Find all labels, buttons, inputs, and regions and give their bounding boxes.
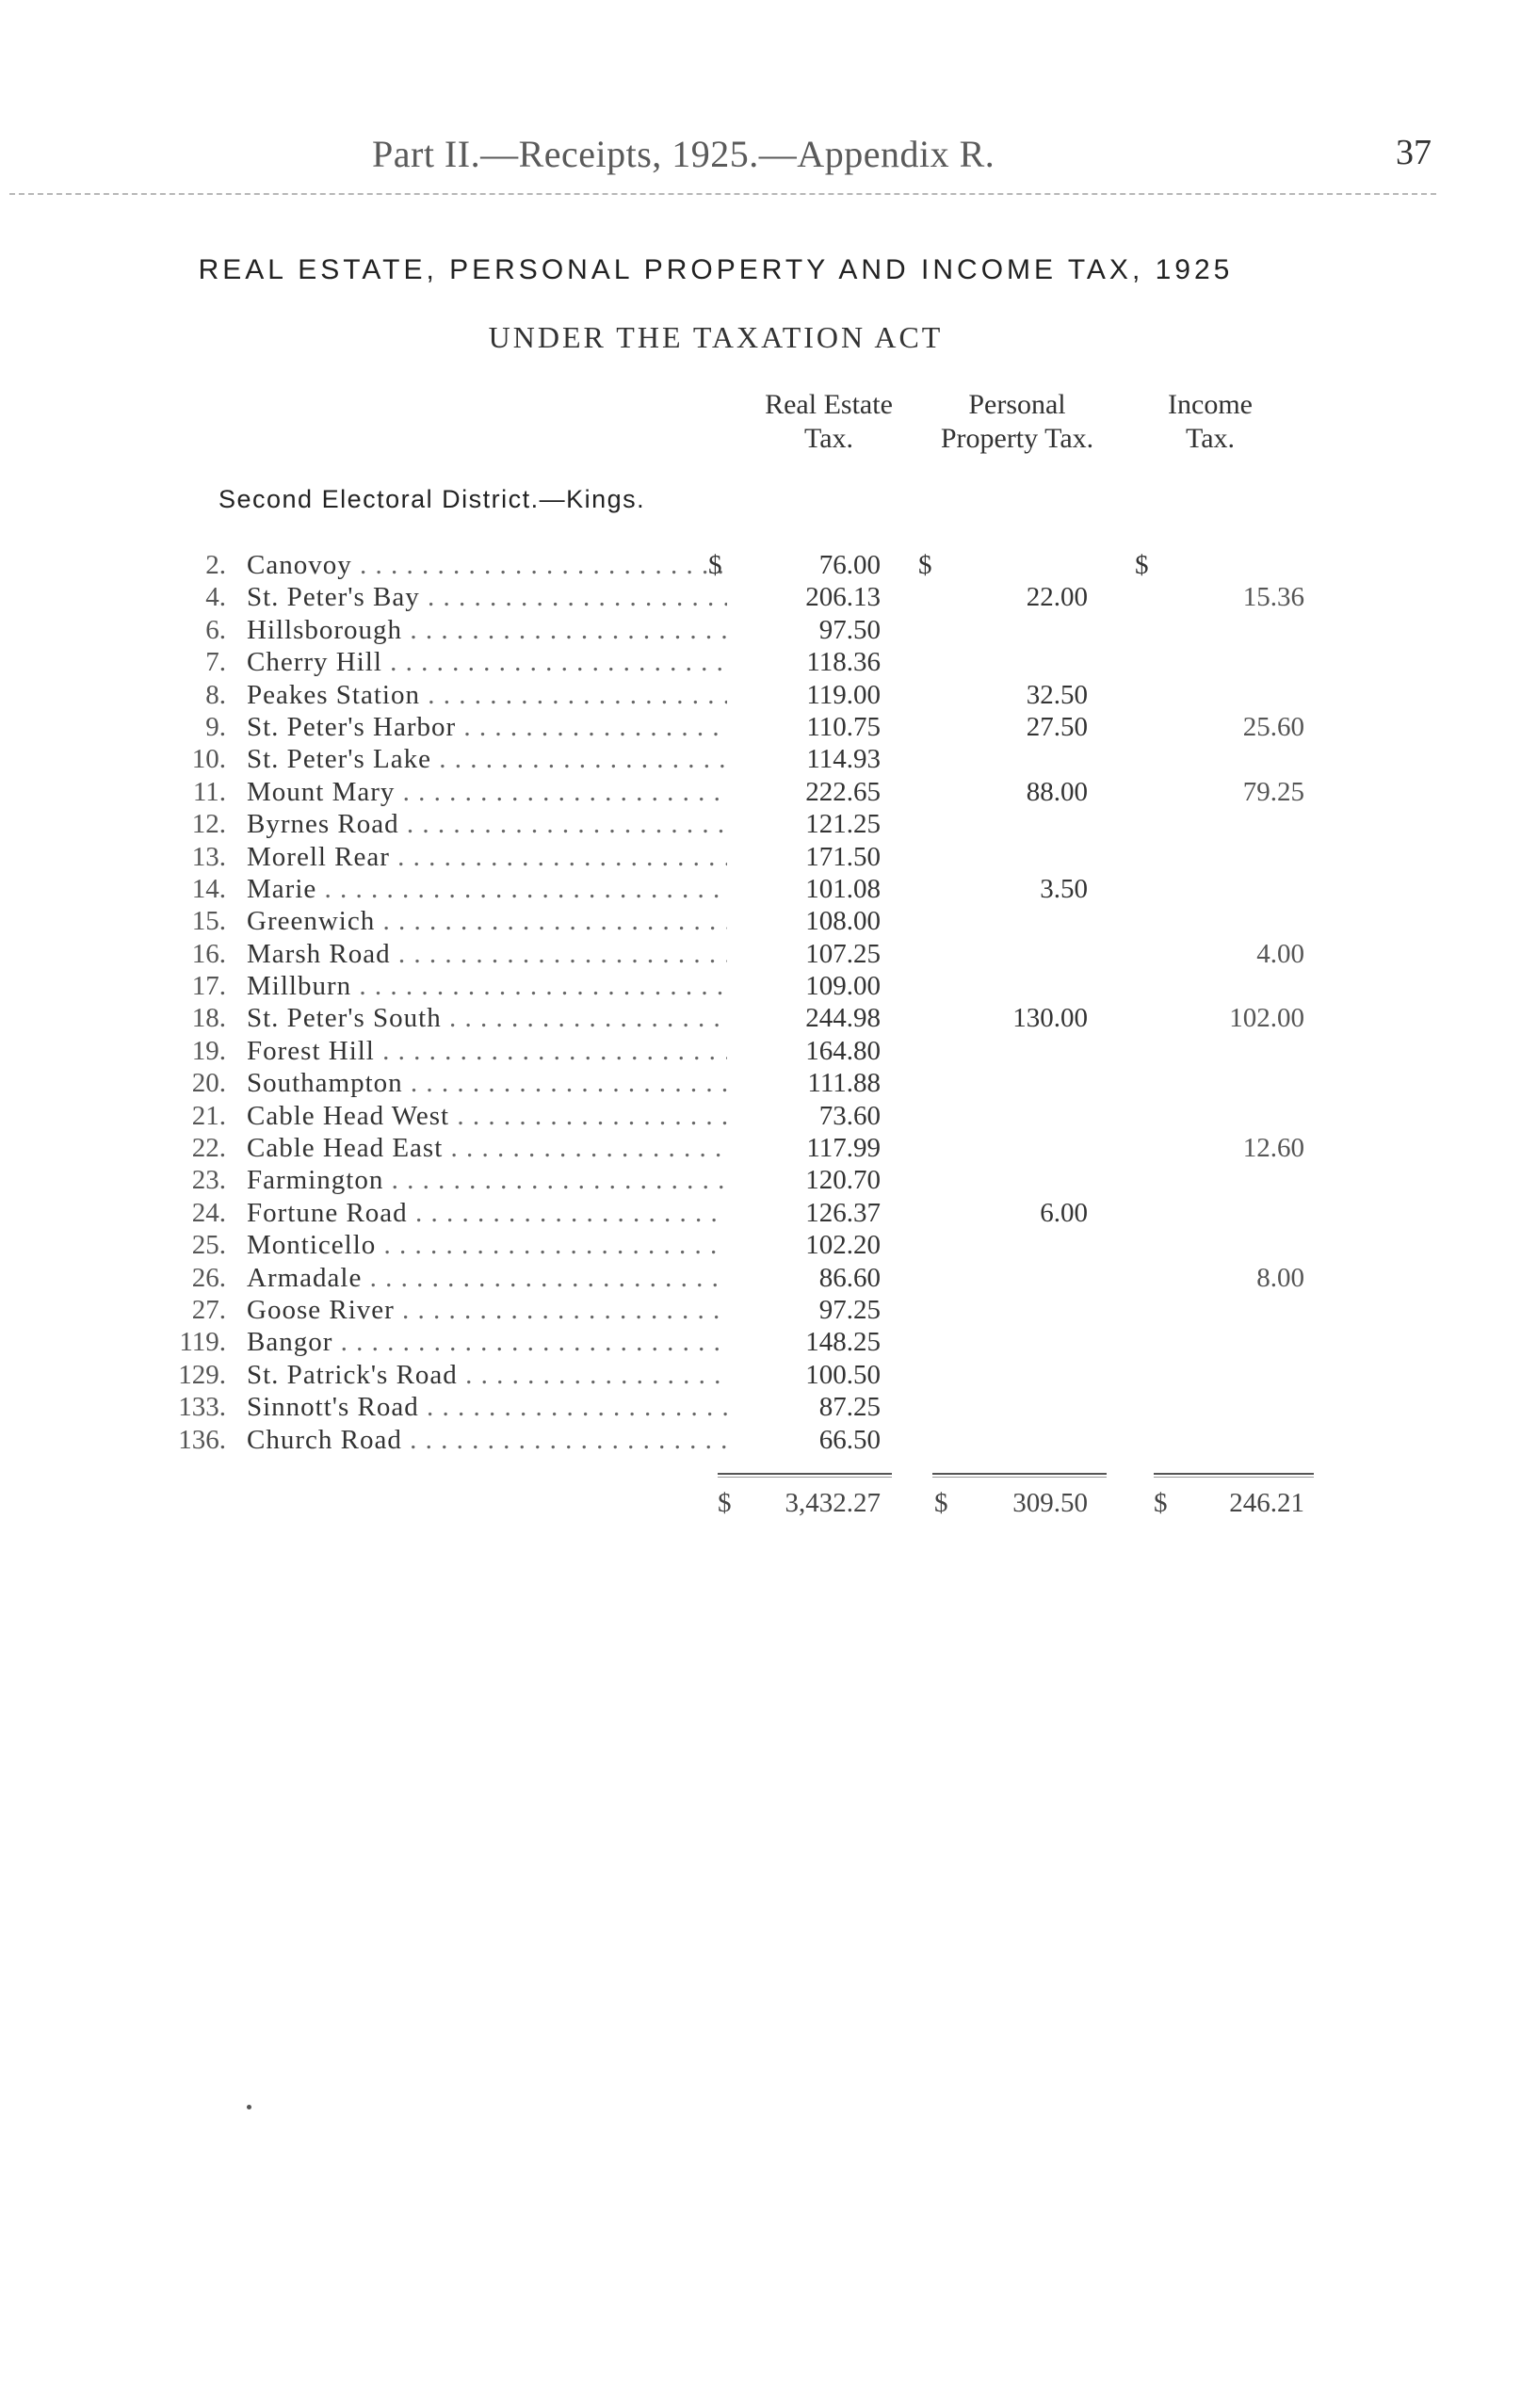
table-row — [0, 1197, 1521, 1229]
real-estate-tax: 244.98 — [805, 1003, 881, 1034]
total-real-estate-dollar: $ — [718, 1488, 732, 1518]
income-dollar: $ — [1135, 550, 1149, 580]
real-estate-tax: 108.00 — [805, 906, 881, 937]
real-estate-tax: 87.25 — [818, 1392, 881, 1423]
location-name: Byrnes Road . . . — [247, 808, 727, 840]
personal-property-tax: 27.50 — [1026, 711, 1088, 742]
real-estate-tax: 120.70 — [805, 1165, 881, 1196]
location-name: Mount Mary . . . — [247, 776, 727, 808]
row-number: 16. — [191, 938, 226, 969]
total-rule-personal-property — [932, 1473, 1107, 1478]
location-name: Southampton . . . — [247, 1067, 727, 1099]
real-estate-tax: 119.00 — [806, 679, 881, 710]
row-number: 25. — [191, 1230, 226, 1261]
table-row — [0, 711, 1521, 743]
income-tax: 12.60 — [1242, 1133, 1304, 1164]
income-tax: 4.00 — [1256, 938, 1304, 969]
row-number: 2. — [205, 550, 226, 580]
location-name: Cable Head East . . . — [247, 1132, 727, 1164]
location-name: Hillsborough . . . — [247, 614, 727, 646]
location-name: Armadale . . . — [247, 1262, 727, 1294]
table-row — [0, 743, 1521, 775]
personal-property-tax: 130.00 — [1012, 1003, 1088, 1034]
personal-property-tax: 88.00 — [1026, 776, 1088, 807]
table-row — [0, 841, 1521, 873]
real-estate-tax: 114.93 — [806, 744, 881, 775]
real-estate-dollar: $ — [708, 550, 722, 580]
header-rule — [9, 193, 1436, 195]
table-row — [0, 1262, 1521, 1294]
real-estate-tax: 76.00 — [818, 550, 881, 580]
row-number: 24. — [191, 1197, 226, 1228]
personal-property-tax: 6.00 — [1040, 1197, 1088, 1228]
location-name: Bangor . . . — [247, 1326, 727, 1358]
table-row — [0, 1002, 1521, 1034]
total-income-dollar: $ — [1154, 1488, 1168, 1518]
tax-table-body — [0, 549, 1521, 1456]
table-row — [0, 970, 1521, 1002]
total-rule-income — [1154, 1473, 1314, 1478]
personal-property-tax: 3.50 — [1040, 873, 1088, 904]
table-row — [0, 646, 1521, 678]
real-estate-tax: 66.50 — [818, 1424, 881, 1455]
table-row — [0, 1294, 1521, 1326]
row-number: 119. — [179, 1327, 226, 1358]
table-row — [0, 614, 1521, 646]
row-number: 133. — [178, 1392, 226, 1423]
real-estate-tax: 117.99 — [806, 1133, 881, 1164]
ink-speck — [247, 2105, 251, 2109]
row-number: 8. — [205, 679, 226, 710]
real-estate-tax: 97.50 — [818, 614, 881, 645]
real-estate-tax: 111.88 — [807, 1068, 881, 1099]
location-name: Sinnott's Road . . . — [247, 1391, 727, 1423]
table-subtitle: UNDER THE TAXATION ACT — [488, 320, 944, 354]
location-name: Goose River . . . — [247, 1294, 727, 1326]
table-row — [0, 1132, 1521, 1164]
location-name: Canovoy . . . — [247, 549, 727, 581]
real-estate-tax: 100.50 — [805, 1359, 881, 1390]
table-row — [0, 581, 1521, 613]
row-number: 4. — [205, 582, 226, 613]
column-header-income-line1: Income — [1168, 389, 1253, 420]
location-name: Greenwich . . . — [247, 905, 727, 937]
location-name: Peakes Station . . . — [247, 679, 727, 711]
table-row — [0, 938, 1521, 970]
row-number: 19. — [191, 1035, 226, 1066]
income-tax: 8.00 — [1256, 1262, 1304, 1293]
real-estate-tax: 148.25 — [805, 1327, 881, 1358]
table-row — [0, 1326, 1521, 1358]
running-head: Part II.—Receipts, 1925.—Appendix R. — [372, 133, 995, 175]
total-personal-property: 309.50 — [1012, 1488, 1088, 1518]
column-header-personal-property-line2: Property Tax. — [940, 423, 1094, 454]
district-heading: Second Electoral District.—Kings. — [218, 485, 646, 513]
total-income: 246.21 — [1229, 1488, 1304, 1518]
row-number: 7. — [205, 647, 226, 678]
table-row — [0, 776, 1521, 808]
income-tax: 102.00 — [1229, 1003, 1304, 1034]
income-tax: 79.25 — [1242, 776, 1304, 807]
real-estate-tax: 206.13 — [805, 582, 881, 613]
row-number: 129. — [178, 1359, 226, 1390]
personal-property-dollar: $ — [918, 550, 932, 580]
column-header-real-estate-line2: Tax. — [803, 423, 854, 454]
table-row — [0, 873, 1521, 905]
row-number: 27. — [191, 1294, 226, 1325]
row-number: 136. — [178, 1424, 226, 1455]
location-name: Church Road . . . — [247, 1424, 727, 1456]
row-number: 18. — [191, 1003, 226, 1034]
location-name: Marie . . . — [247, 873, 727, 905]
real-estate-tax: 222.65 — [805, 776, 881, 807]
table-row — [0, 1424, 1521, 1456]
real-estate-tax: 86.60 — [818, 1262, 881, 1293]
location-name: Fortune Road . . . — [247, 1197, 727, 1229]
real-estate-tax: 121.25 — [805, 809, 881, 840]
row-number: 22. — [191, 1133, 226, 1164]
table-row — [0, 549, 1521, 581]
table-row — [0, 1067, 1521, 1099]
income-tax: 25.60 — [1242, 711, 1304, 742]
real-estate-tax: 73.60 — [818, 1100, 881, 1131]
row-number: 15. — [191, 906, 226, 937]
row-number: 26. — [191, 1262, 226, 1293]
column-header-personal-property — [899, 388, 1135, 456]
totals-row — [0, 1488, 1521, 1526]
table-row — [0, 905, 1521, 937]
row-number: 9. — [205, 711, 226, 742]
location-name: Marsh Road . . . — [247, 938, 727, 970]
row-number: 10. — [191, 744, 226, 775]
location-name: St. Peter's Lake . . . — [247, 743, 727, 775]
real-estate-tax: 107.25 — [805, 938, 881, 969]
row-number: 11. — [192, 776, 226, 807]
row-number: 13. — [191, 841, 226, 872]
column-header-income-line2: Tax. — [1185, 423, 1236, 454]
row-number: 6. — [205, 614, 226, 645]
row-number: 20. — [191, 1068, 226, 1099]
table-row — [0, 679, 1521, 711]
table-row — [0, 1229, 1521, 1261]
total-personal-property-dollar: $ — [934, 1488, 948, 1518]
table-row — [0, 1359, 1521, 1391]
total-rule-real-estate — [718, 1473, 892, 1478]
real-estate-tax: 109.00 — [805, 971, 881, 1002]
real-estate-tax: 164.80 — [805, 1035, 881, 1066]
income-tax: 15.36 — [1242, 582, 1304, 613]
page-number: 37 — [1396, 133, 1432, 172]
column-header-income — [1140, 388, 1281, 456]
table-title: REAL ESTATE, PERSONAL PROPERTY AND INCOME TAX, 1925 — [198, 254, 1234, 285]
location-name: Morell Rear . . . — [247, 841, 727, 873]
real-estate-tax: 171.50 — [805, 841, 881, 872]
real-estate-tax: 97.25 — [818, 1294, 881, 1325]
location-name: St. Peter's Harbor . . . — [247, 711, 727, 743]
row-number: 14. — [191, 873, 226, 904]
column-header-personal-property-line1: Personal — [968, 389, 1066, 420]
location-name: Millburn . . . — [247, 970, 727, 1002]
real-estate-tax: 118.36 — [806, 647, 881, 678]
location-name: St. Patrick's Road . . . — [247, 1359, 727, 1391]
column-header-real-estate — [730, 388, 928, 456]
column-header-real-estate-line1: Real Estate — [765, 389, 893, 420]
location-name: Cable Head West . . . — [247, 1100, 727, 1132]
location-name: Forest Hill . . . — [247, 1035, 727, 1067]
location-name: St. Peter's South . . . — [247, 1002, 727, 1034]
table-row — [0, 1100, 1521, 1132]
location-name: St. Peter's Bay . . . — [247, 581, 727, 613]
table-row — [0, 808, 1521, 840]
row-number: 12. — [191, 809, 226, 840]
row-number: 17. — [191, 971, 226, 1002]
table-row — [0, 1391, 1521, 1423]
real-estate-tax: 101.08 — [805, 873, 881, 904]
real-estate-tax: 102.20 — [805, 1230, 881, 1261]
real-estate-tax: 110.75 — [806, 711, 881, 742]
personal-property-tax: 22.00 — [1026, 582, 1088, 613]
table-row — [0, 1164, 1521, 1196]
row-number: 21. — [191, 1100, 226, 1131]
total-real-estate: 3,432.27 — [785, 1488, 881, 1518]
location-name: Cherry Hill . . . — [247, 646, 727, 678]
row-number: 23. — [191, 1165, 226, 1196]
location-name: Farmington . . . — [247, 1164, 727, 1196]
location-name: Monticello . . . — [247, 1229, 727, 1261]
table-row — [0, 1035, 1521, 1067]
personal-property-tax: 32.50 — [1026, 679, 1088, 710]
real-estate-tax: 126.37 — [805, 1197, 881, 1228]
